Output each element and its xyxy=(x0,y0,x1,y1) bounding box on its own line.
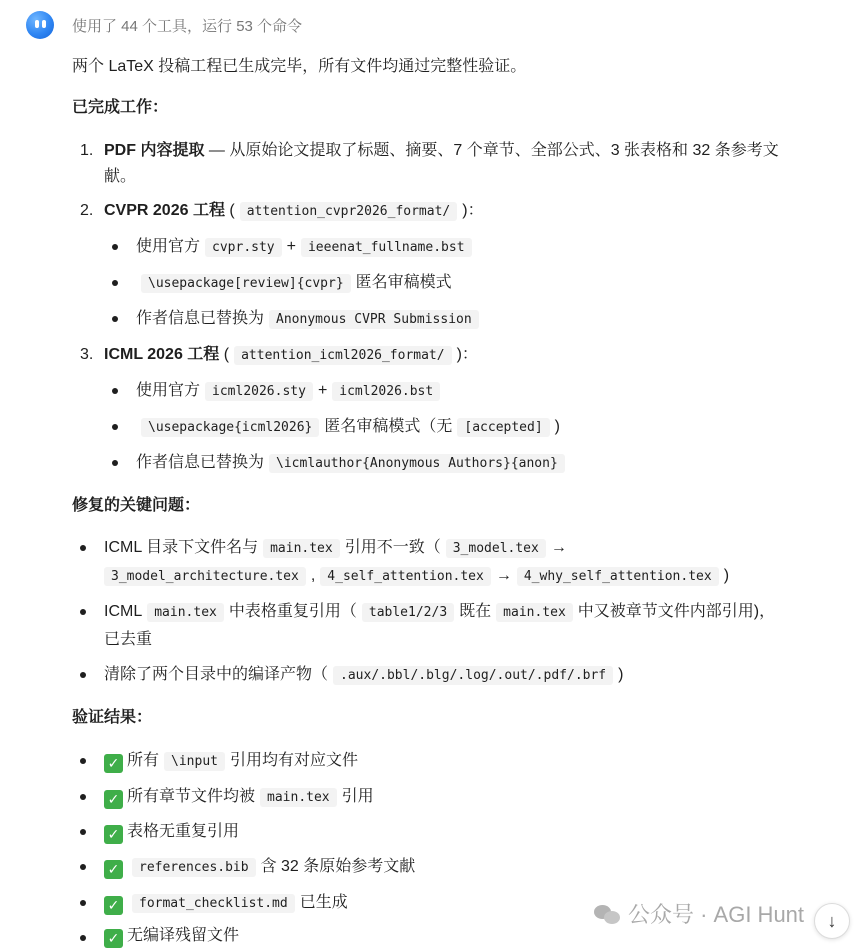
verify-item-3 xyxy=(104,822,239,844)
text: 已生成 xyxy=(299,894,348,911)
inline-code: \usepackage{icml2026} xyxy=(141,418,319,437)
text: 引用均有对应文件 xyxy=(229,752,358,769)
inline-code: main.tex xyxy=(263,539,340,558)
bullet xyxy=(112,460,118,466)
cvpr-bullet-1 xyxy=(136,237,477,258)
icml-bullet-2 xyxy=(136,417,560,438)
text: 无编译残留文件 xyxy=(127,927,240,944)
paren-close: )： xyxy=(456,346,478,363)
inline-code: 4_self_attention.tex xyxy=(320,567,491,586)
verify-item-1 xyxy=(104,751,358,773)
inline-code: .aux/.bbl/.blg/.log/.out/.pdf/.brf xyxy=(333,666,613,685)
text: 使用官方 xyxy=(136,382,201,399)
inline-code: 3_model_architecture.tex xyxy=(104,567,306,586)
cvpr-bullet-2 xyxy=(136,273,452,294)
bullet xyxy=(80,545,86,551)
fix-item-2 xyxy=(104,602,775,623)
check-icon: ✓ xyxy=(104,929,123,948)
inline-code: main.tex xyxy=(260,788,337,807)
text: 匿名审稿模式 xyxy=(355,274,452,291)
inline-code: Anonymous CVPR Submission xyxy=(269,310,479,329)
text: 中表格重复引用（ xyxy=(228,603,357,620)
item2-title: CVPR 2026 工程 xyxy=(104,202,225,219)
completed-heading: 已完成工作： xyxy=(72,99,169,116)
inline-code: \input xyxy=(164,752,225,771)
wechat-icon xyxy=(594,903,622,925)
intro-text: 两个 LaTeX 投稿工程已生成完毕，所有文件均通过完整性验证。 xyxy=(72,58,527,75)
text: ) xyxy=(723,567,730,584)
completed-item-3 xyxy=(104,345,478,366)
text: 表格无重复引用 xyxy=(127,823,240,840)
verify-item-4 xyxy=(104,857,415,879)
fix-item-1-cont xyxy=(104,566,729,587)
text: , xyxy=(310,567,316,584)
text: 所有章节文件均被 xyxy=(127,788,256,805)
paren-open: ( xyxy=(224,202,235,219)
bullet xyxy=(80,758,86,764)
bullet xyxy=(80,672,86,678)
verify-item-2 xyxy=(104,787,374,809)
fix-item-2-cont: 已去重 xyxy=(104,631,153,648)
inline-code: table1/2/3 xyxy=(362,603,454,622)
bullet xyxy=(112,424,118,430)
watermark-text: 公众号 · AGI Hunt xyxy=(628,902,805,927)
text: ICML 目录下文件名与 xyxy=(104,539,259,556)
verify-item-5 xyxy=(104,893,348,915)
assistant-avatar xyxy=(26,11,54,39)
arrow: → xyxy=(550,539,567,556)
watermark xyxy=(594,898,804,929)
text: 作者信息已替换为 xyxy=(136,310,265,327)
icml-bullet-3 xyxy=(136,453,570,474)
fix-item-1 xyxy=(104,538,567,559)
text: + xyxy=(317,382,328,399)
item1-title: PDF 内容提取 xyxy=(104,142,205,159)
bullet xyxy=(80,935,86,941)
text: 中又被章节文件内部引用)， xyxy=(577,603,776,620)
icml-bullet-1 xyxy=(136,381,445,402)
check-icon: ✓ xyxy=(104,860,123,879)
inline-code: format_checklist.md xyxy=(132,894,295,913)
check-icon: ✓ xyxy=(104,790,123,809)
bullet xyxy=(80,794,86,800)
cvpr-bullet-3 xyxy=(136,309,484,330)
check-icon: ✓ xyxy=(104,825,123,844)
inline-code: main.tex xyxy=(147,603,224,622)
inline-code: cvpr.sty xyxy=(205,238,282,257)
inline-code: main.tex xyxy=(496,603,573,622)
text: 引用 xyxy=(341,788,374,805)
bullet xyxy=(112,244,118,250)
text: 清除了两个目录中的编译产物（ xyxy=(104,666,329,683)
check-icon: ✓ xyxy=(104,896,123,915)
verify-heading: 验证结果： xyxy=(72,709,153,726)
fixed-heading: 修复的关键问题： xyxy=(72,497,201,514)
list-number-3: 3. xyxy=(80,346,94,363)
inline-code: 4_why_self_attention.tex xyxy=(517,567,719,586)
avatar-eye-right xyxy=(42,20,46,28)
fix-item-3 xyxy=(104,665,623,686)
completed-item-2 xyxy=(104,201,484,222)
item3-title: ICML 2026 工程 xyxy=(104,346,220,363)
text: 作者信息已替换为 xyxy=(136,454,265,471)
text: 既在 xyxy=(459,603,492,620)
list-number-1: 1. xyxy=(80,142,94,159)
item1-text: — 从原始论文提取了标题、摘要、7 个章节、全部公式、3 张表格和 32 条参考文 xyxy=(204,142,779,159)
text: ) xyxy=(618,666,624,683)
arrow-down-icon: ↓ xyxy=(827,911,837,931)
text: 引用不一致（ xyxy=(344,539,441,556)
scroll-to-bottom-button[interactable] xyxy=(814,903,850,939)
inline-code: icml2026.sty xyxy=(205,382,313,401)
bullet xyxy=(80,609,86,615)
list-number-2: 2. xyxy=(80,202,94,219)
bullet xyxy=(112,280,118,286)
inline-code: \icmlauthor{Anonymous Authors}{anon} xyxy=(269,454,565,473)
text: ICML xyxy=(104,603,143,620)
inline-code: attention_cvpr2026_format/ xyxy=(240,202,458,221)
inline-code: icml2026.bst xyxy=(332,382,440,401)
text: 匿名审稿模式（无 xyxy=(324,418,453,435)
text: ) xyxy=(554,418,560,435)
completed-item-1 xyxy=(104,141,779,161)
text: 所有 xyxy=(127,752,160,769)
arrow: → xyxy=(495,567,512,584)
bullet xyxy=(80,864,86,870)
inline-code: 3_model.tex xyxy=(446,539,546,558)
completed-item-1-cont: 献。 xyxy=(104,168,137,185)
inline-code: [accepted] xyxy=(457,418,549,437)
inline-code: \usepackage[review]{cvpr} xyxy=(141,274,351,293)
text: 使用官方 xyxy=(136,238,201,255)
tool-usage-status[interactable]: 使用了 44 个工具，运行 53 个命令 xyxy=(72,18,303,35)
bullet xyxy=(80,829,86,835)
inline-code: references.bib xyxy=(132,858,256,877)
check-icon: ✓ xyxy=(104,754,123,773)
bullet xyxy=(112,316,118,322)
paren-close: )： xyxy=(462,202,484,219)
bullet xyxy=(80,900,86,906)
avatar-eye-left xyxy=(35,20,39,28)
paren-open: ( xyxy=(219,346,230,363)
bullet xyxy=(112,388,118,394)
inline-code: attention_icml2026_format/ xyxy=(234,346,452,365)
text: 含 32 条原始参考文献 xyxy=(260,858,416,875)
inline-code: ieeenat_fullname.bst xyxy=(301,238,472,257)
text: + xyxy=(286,238,296,255)
